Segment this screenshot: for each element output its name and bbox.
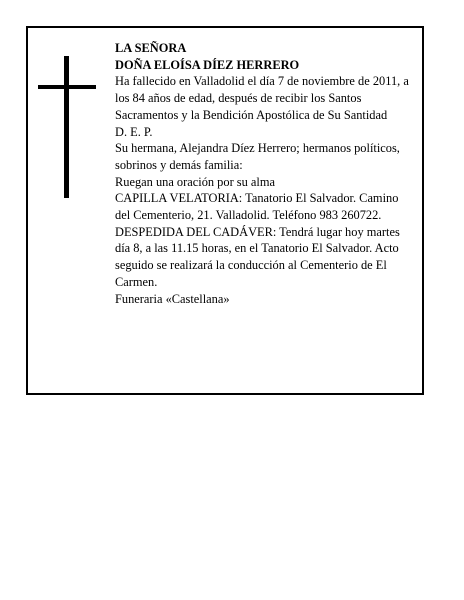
title-line-1: LA SEÑORA (115, 41, 187, 55)
obituary-notice (26, 26, 424, 395)
prayer-request: Ruegan una oración por su alma (115, 174, 275, 189)
cross-horizontal-bar (38, 85, 96, 89)
funeral-home: Funeraria «Castellana» (115, 291, 230, 306)
farewell-info: DESPEDIDA DEL CADÁVER: Tendrá lugar hoy martes día 8, a las 11.15 horas, en el Tanatorio El Salvador. Acto seguido se realizará la conducción al Cementerio de El Carmen. (115, 224, 400, 289)
cross-vertical-bar (64, 56, 69, 198)
deceased-name: DOÑA ELOÍSA DÍEZ HERRERO (115, 57, 300, 72)
family-line: Su hermana, Alejandra Díez Herrero; hermanos políticos, sobrinos y demás familia: (115, 141, 400, 172)
latin-cross-icon (38, 56, 96, 198)
chapel-info: CAPILLA VELATORIA: Tanatorio El Salvador. Camino del Cementerio, 21. Valladolid. Teléfono 983 260722. (115, 191, 399, 223)
dep-line: D. E. P. (115, 124, 153, 139)
death-announcement: Ha fallecido en Valladolid el día 7 de noviembre de 2011, a los 84 años de edad, después de recibir los Santos Sacramentos y la Bendición Apostólica de Su Santidad (115, 74, 409, 122)
obituary-text (115, 40, 415, 307)
